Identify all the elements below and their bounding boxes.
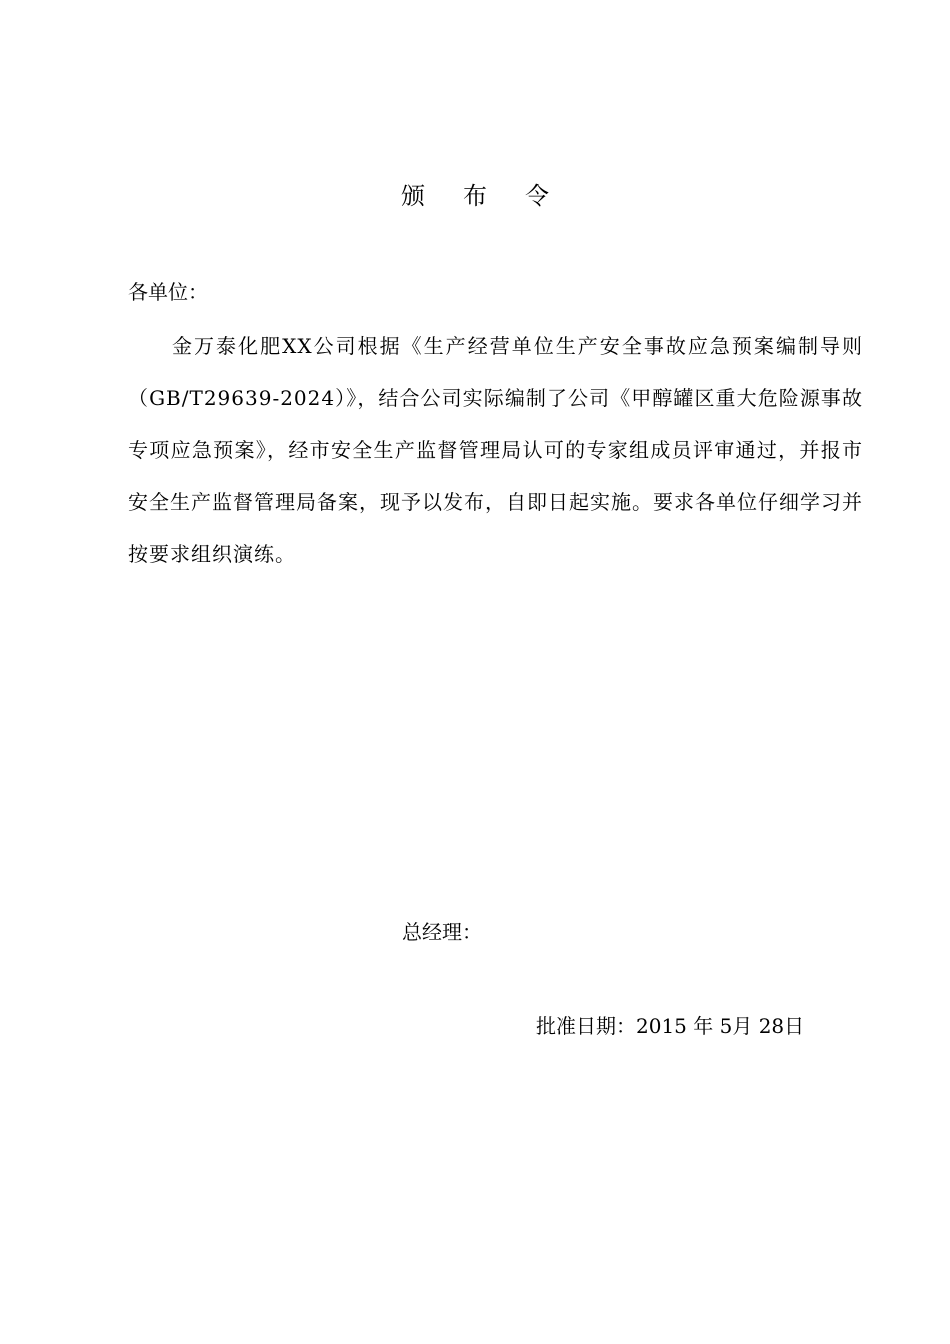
body-paragraph: 金万泰化肥XX公司根据《生产经营单位生产安全事故应急预案编制导则（GB/T29639-2024）》，结合公司实际编制了公司《甲醇罐区重大危险源事故专项应急预案》，经市安全生产监督管理局认可的专家组成员评审通过，并报市安全生产监督管理局备案，现予以发布，自即日起实施。要求各单位仔细学习并按要求组织演练。 [128,334,863,566]
page-title: 颁布令 [401,182,587,210]
signatory-label: 总经理： [402,920,482,944]
approval-date: 批准日期：2015 年 5月 28日 [536,1014,805,1038]
salutation: 各单位： [128,280,208,304]
